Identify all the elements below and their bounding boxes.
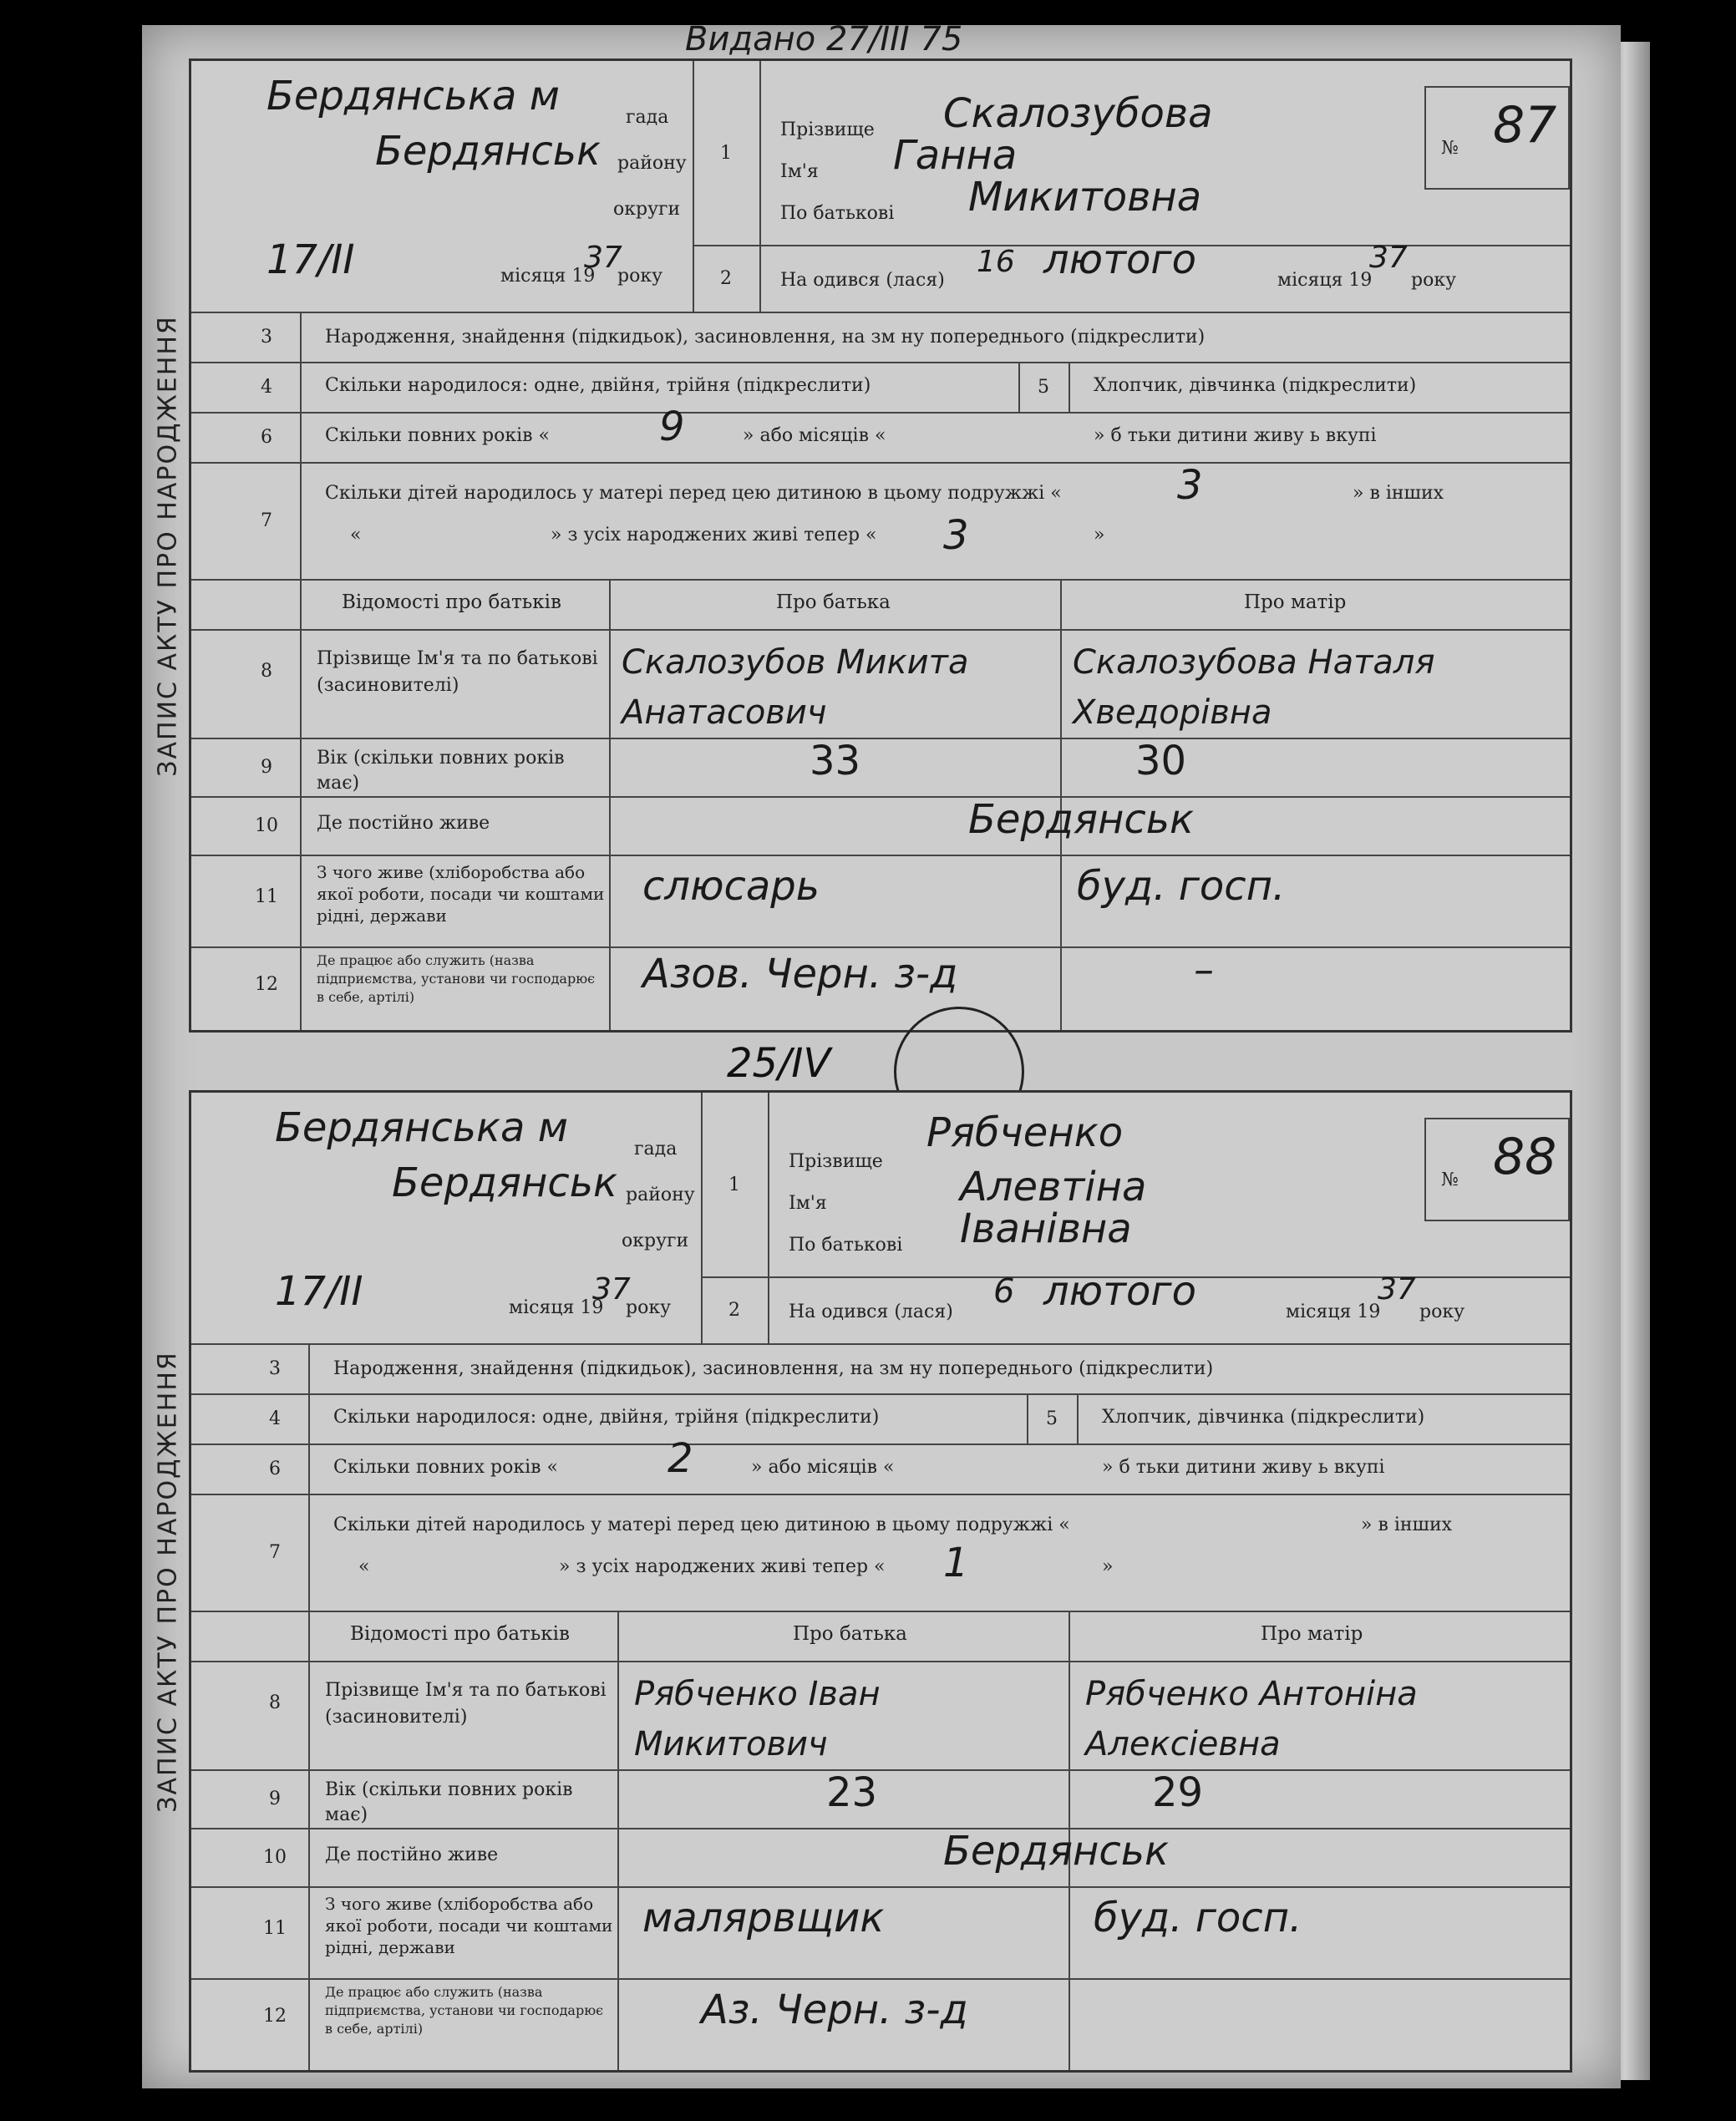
row-7-text-a: Скільки дітей народилось у матері перед цею дитиною в цьому подружжі « xyxy=(325,483,1062,504)
born-month-value-2: лютого xyxy=(1043,1268,1196,1315)
row-6-text-b: » або місяців « xyxy=(743,425,886,446)
row-7-text-e: » xyxy=(1094,525,1105,545)
row-9-line-b xyxy=(191,1769,1570,1771)
row-6-num: 6 xyxy=(261,426,272,448)
row-10-line xyxy=(191,796,1570,798)
row-11-num: 11 xyxy=(255,885,278,907)
row-12-num: 12 xyxy=(255,973,278,995)
record-number-box xyxy=(1424,86,1570,190)
born-month-label-2: місяця 19 xyxy=(1286,1302,1381,1322)
document-page xyxy=(142,20,1621,2088)
city-value: Бердянська м xyxy=(266,73,560,119)
row-8-num-b: 8 xyxy=(269,1692,281,1713)
father-occupation-value: слюсарь xyxy=(642,863,820,910)
row-1-num: 1 xyxy=(720,142,732,164)
row-11-label-2: З чого живе (хліборобства або якої роботи, посади чи коштами рідні, держави xyxy=(325,1894,613,1957)
row-5-text: Хлопчик, дівчинка (підкреслити) xyxy=(1094,375,1417,396)
row-5-num: 5 xyxy=(1038,376,1049,398)
row-11-label: З чого живе (хліборобства або якої роботи, посади чи коштами рідні, держави xyxy=(317,862,605,926)
row-7-line xyxy=(191,462,1570,464)
row-6-line xyxy=(191,412,1570,414)
row-10-num: 10 xyxy=(255,814,278,836)
born-label-2: На одився (лася) xyxy=(789,1302,953,1322)
month-label-2: місяця 19 xyxy=(509,1297,604,1318)
row-1-num-b: 1 xyxy=(728,1174,740,1195)
num-column-divider-b xyxy=(308,1343,310,2070)
parents-info-header: Відомості про батьків xyxy=(342,591,561,613)
father-header-2: Про батька xyxy=(793,1623,907,1645)
row-7-text-b: » в інших xyxy=(1353,483,1444,504)
birth-record-87 xyxy=(153,58,1572,1033)
patronymic-label-2: По батькові xyxy=(789,1235,903,1256)
living-now-value-2: 1 xyxy=(943,1540,969,1586)
surname-value-2: Рябченко xyxy=(926,1109,1124,1156)
okrug-label-2: округи xyxy=(622,1230,689,1251)
row-10-num-b: 10 xyxy=(263,1846,287,1868)
row-5-num-b: 5 xyxy=(1046,1408,1058,1429)
row-4-num: 4 xyxy=(261,376,272,398)
father-work-value: Азов. Черн. з-д xyxy=(642,951,958,997)
mother-occupation-value-2: буд. госп. xyxy=(1094,1895,1302,1941)
row-10-label-2: Де постійно живе xyxy=(325,1844,499,1865)
row-8-line-b xyxy=(191,1661,1570,1662)
row-4-text-2: Скільки народилося: одне, двійня, трійня (підкреслити) xyxy=(333,1407,880,1428)
header-divider-b2 xyxy=(768,1093,769,1343)
mother-occupation-value: буд. госп. xyxy=(1077,863,1286,910)
row-12-line xyxy=(191,946,1570,948)
father-age-value-2: 23 xyxy=(826,1769,878,1816)
row-6-text-c-2: » б тьки дитини живу ь вкупі xyxy=(1102,1457,1385,1478)
row-4-line-b xyxy=(191,1393,1570,1395)
name-value-2: Алевтіна xyxy=(960,1164,1147,1210)
surname-label: Прізвище xyxy=(780,119,875,140)
mother-age-value-2: 29 xyxy=(1152,1769,1204,1816)
row-6-text-b-2: » або місяців « xyxy=(751,1457,895,1478)
row-12-line-b xyxy=(191,1978,1570,1980)
born-year-label-2: року xyxy=(1419,1302,1465,1322)
father-work-value-2: Аз. Черн. з-д xyxy=(701,1987,968,2033)
city-value-2: Бердянська м xyxy=(275,1104,568,1151)
row-3-num-b: 3 xyxy=(269,1357,281,1379)
header-divider xyxy=(693,61,694,312)
record-number-label: № xyxy=(1441,138,1459,159)
row-7-text-d-2: » з усіх народжених живі тепер « xyxy=(559,1556,886,1577)
born-year-value-2: 37 xyxy=(1378,1272,1416,1307)
row-9-num: 9 xyxy=(261,756,272,778)
okrug-label: округи xyxy=(613,199,681,220)
row-10-label: Де постійно живе xyxy=(317,813,490,834)
row-8-line xyxy=(191,629,1570,631)
date-day-value: 17/II xyxy=(266,236,355,283)
name-label-2: Ім'я xyxy=(789,1193,827,1214)
row-8-num: 8 xyxy=(261,660,272,682)
record-number-value: 87 xyxy=(1493,96,1557,155)
patronymic-value: Микитовна xyxy=(968,174,1202,221)
row-7-text-d: » з усіх народжених живі тепер « xyxy=(551,525,877,545)
father-occupation-value-2: малярвщик xyxy=(642,1895,885,1941)
date-year-value: 37 xyxy=(584,241,622,275)
born-day-value-2: 6 xyxy=(993,1272,1015,1311)
mother-header: Про матір xyxy=(1244,591,1347,613)
father-column-divider xyxy=(609,579,611,1030)
row-7-line-b xyxy=(191,1494,1570,1495)
row-4-text: Скільки народилося: одне, двійня, трійня (підкреслити) xyxy=(325,375,871,396)
mother-name-value-2: Рябченко Антоніна Алексіевна xyxy=(1085,1675,1418,1763)
form-side-title: ЗАПИС АКТУ ПРО НАРОДЖЕННЯ xyxy=(153,314,183,777)
city-label-2: гада xyxy=(634,1139,678,1159)
row-9-num-b: 9 xyxy=(269,1788,281,1809)
row-2-num: 2 xyxy=(720,267,732,289)
row-5-text-2: Хлопчик, дівчинка (підкреслити) xyxy=(1102,1407,1425,1428)
date-year-value-2: 37 xyxy=(592,1272,631,1307)
form-side-title-2: ЗАПИС АКТУ ПРО НАРОДЖЕННЯ xyxy=(153,1350,183,1813)
row-7-text-c: « xyxy=(350,525,362,545)
row-4-divider-b xyxy=(1027,1393,1028,1444)
children-in-marriage-value: 3 xyxy=(1177,462,1203,509)
father-column-divider-b xyxy=(617,1611,619,2070)
city-label: гада xyxy=(626,107,669,128)
row-4-num-b: 4 xyxy=(269,1408,281,1429)
birth-record-88 xyxy=(153,1090,1572,2073)
born-month-value: лютого xyxy=(1043,236,1196,283)
surname-value: Скалозубова xyxy=(943,90,1213,137)
parents-header-line-b xyxy=(191,1611,1570,1612)
mother-work-value: – xyxy=(1194,946,1214,993)
header-divider-b xyxy=(701,1093,703,1343)
row-12-label-2: Де працює або служить (назва підприємства, установи чи господарює в себе, артілі) xyxy=(325,1984,604,2037)
patronymic-value-2: Іванівна xyxy=(960,1205,1132,1252)
row-7-num: 7 xyxy=(261,510,272,531)
row-11-num-b: 11 xyxy=(263,1917,287,1939)
date-day-value-2: 17/II xyxy=(275,1268,363,1315)
record-number-box-2 xyxy=(1424,1118,1570,1221)
row-5-divider-b xyxy=(1077,1393,1079,1444)
row-12-num-b: 12 xyxy=(263,2005,287,2027)
row-3-line xyxy=(191,312,1570,313)
father-header: Про батька xyxy=(776,591,891,613)
month-label: місяця 19 xyxy=(500,266,596,287)
row-6-text-a: Скільки повних років « xyxy=(325,425,550,446)
row-12-label: Де працює або служить (назва підприємства, установи чи господарює в себе, артілі) xyxy=(317,952,596,1005)
patronymic-label: По батькові xyxy=(780,203,895,224)
row-9-line xyxy=(191,738,1570,739)
name-label: Ім'я xyxy=(780,161,819,182)
mother-header-2: Про матір xyxy=(1261,1623,1363,1645)
born-day-value: 16 xyxy=(977,245,1015,279)
years-alive-value: 9 xyxy=(659,403,685,450)
surname-label-2: Прізвище xyxy=(789,1151,883,1172)
row-6-num-b: 6 xyxy=(269,1458,281,1479)
row-11-line xyxy=(191,855,1570,856)
mother-age-value: 30 xyxy=(1135,738,1187,784)
born-year-label: року xyxy=(1411,270,1457,291)
margin-note: 25/IV xyxy=(727,1040,831,1087)
row-7-num-b: 7 xyxy=(269,1541,281,1563)
row-7-text-b-2: » в інших xyxy=(1361,1515,1453,1535)
row-5-divider xyxy=(1069,362,1070,412)
row-8-label: Прізвище Ім'я та по батькові (засиновителі) xyxy=(317,648,598,696)
living-now-value: 3 xyxy=(943,512,969,559)
row-3-text-2: Народження, знайдення (підкидьок), засиновлення, на зм ну попереднього (підкреслити) xyxy=(333,1358,1214,1379)
father-name-value-2: Рябченко Іван Микитович xyxy=(634,1675,881,1763)
record-number-label-2: № xyxy=(1441,1170,1459,1190)
residence-value: Бердянськ xyxy=(968,796,1195,843)
district-value-2: Бердянськ xyxy=(392,1159,618,1206)
district-value: Бердянськ xyxy=(375,128,602,175)
row-6-text-c: » б тьки дитини живу ь вкупі xyxy=(1094,425,1377,446)
row-9-label-2: Вік (скільки повних років має) xyxy=(325,1779,573,1825)
row-3-line-b xyxy=(191,1343,1570,1345)
name-value: Ганна xyxy=(893,132,1018,179)
parents-info-header-2: Відомості про батьків xyxy=(350,1623,570,1645)
row-7-text-e-2: » xyxy=(1102,1556,1114,1577)
row-10-line-b xyxy=(191,1828,1570,1829)
row-3-num: 3 xyxy=(261,326,272,348)
row-4-divider xyxy=(1018,362,1020,412)
row-7-text-a-2: Скільки дітей народилось у матері перед цею дитиною в цьому подружжі « xyxy=(333,1515,1070,1535)
row-3-text: Народження, знайдення (підкидьок), засиновлення, на зм ну попереднього (підкреслити) xyxy=(325,327,1206,348)
row-6-text-a-2: Скільки повних років « xyxy=(333,1457,558,1478)
born-month-label: місяця 19 xyxy=(1277,270,1373,291)
row-6-line-b xyxy=(191,1444,1570,1445)
father-age-value: 33 xyxy=(810,738,861,784)
row-7-text-c-2: « xyxy=(358,1556,370,1577)
district-label: району xyxy=(617,153,687,174)
born-label: На одився (лася) xyxy=(780,270,945,291)
years-alive-value-2: 2 xyxy=(667,1435,693,1482)
num-column-divider xyxy=(300,312,302,1030)
issued-note: Видано 27/III 75 xyxy=(685,20,963,58)
header-divider-2 xyxy=(759,61,761,312)
year-label: року xyxy=(617,266,663,287)
district-label-2: району xyxy=(626,1185,695,1205)
parents-header-line xyxy=(191,579,1570,581)
row-4-line xyxy=(191,362,1570,363)
row-9-label: Вік (скільки повних років має) xyxy=(317,748,565,794)
year-label-2: року xyxy=(626,1297,672,1318)
father-name-value: Скалозубов Микита Анатасович xyxy=(622,643,969,732)
record-number-value-2: 88 xyxy=(1493,1128,1557,1186)
mother-name-value: Скалозубова Наталя Хведорівна xyxy=(1073,643,1435,732)
residence-value-2: Бердянськ xyxy=(943,1828,1170,1875)
row-8-label-2: Прізвище Ім'я та по батькові (засиновителі) xyxy=(325,1680,607,1728)
row-11-line-b xyxy=(191,1886,1570,1888)
born-year-value: 37 xyxy=(1369,241,1408,275)
row-2-num-b: 2 xyxy=(728,1299,740,1321)
